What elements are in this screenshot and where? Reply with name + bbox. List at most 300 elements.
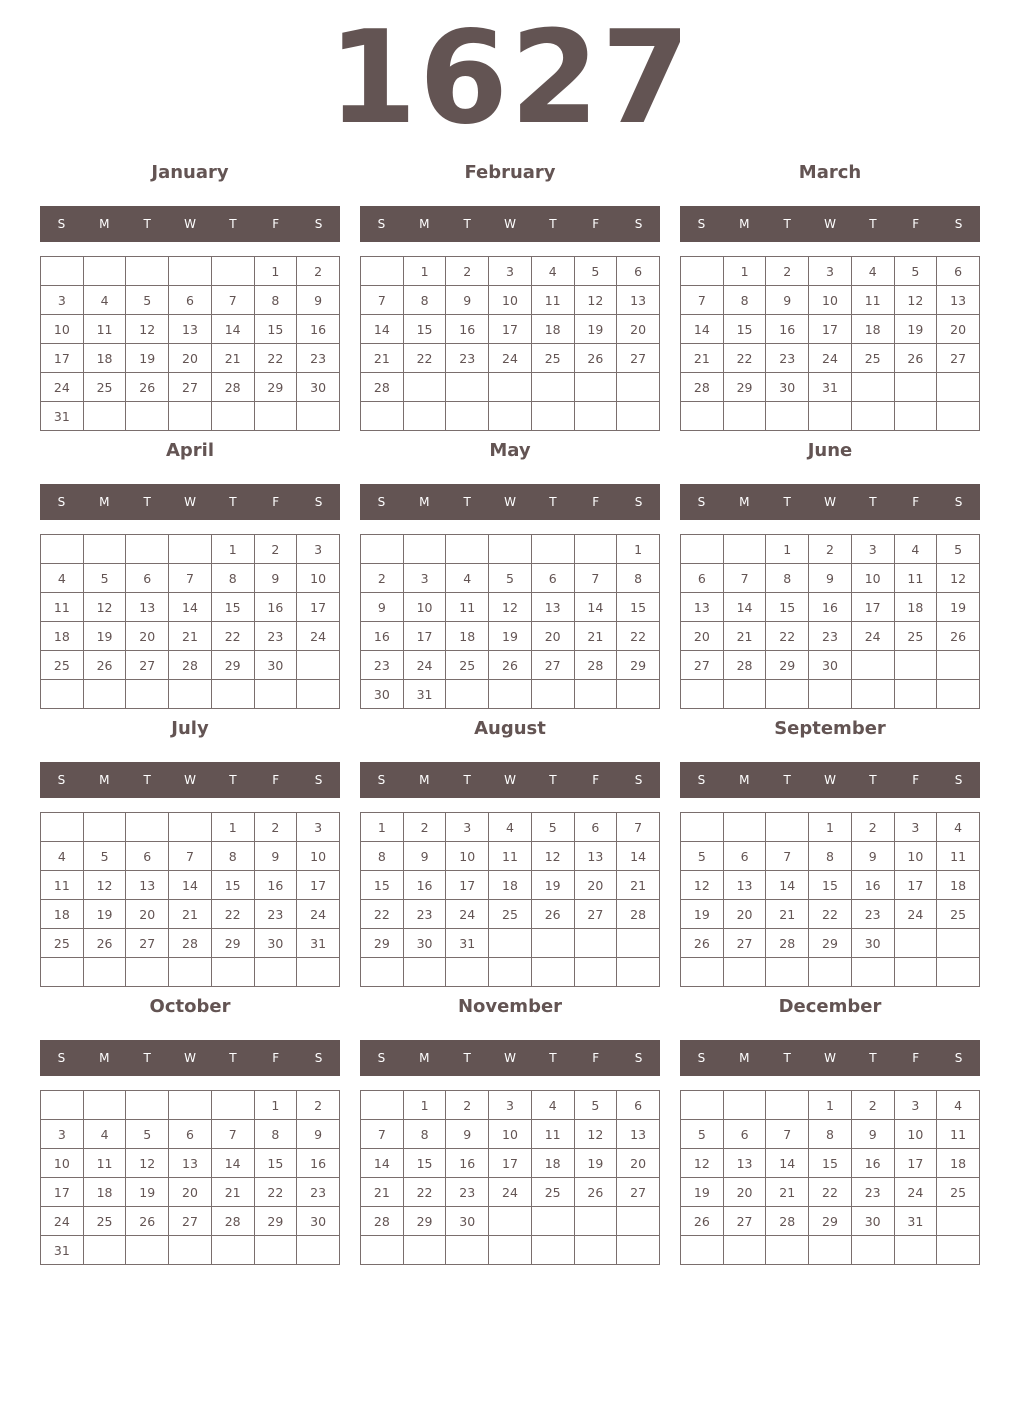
week-row xyxy=(681,373,980,402)
day-cell: 5 xyxy=(681,842,724,871)
week-row xyxy=(41,564,340,593)
day-cell: 5 xyxy=(83,842,126,871)
weekday-label: T xyxy=(783,1051,791,1065)
day-cell xyxy=(361,958,404,987)
day-cell xyxy=(574,1236,617,1265)
week-row xyxy=(361,651,660,680)
day-cell: 9 xyxy=(851,842,894,871)
day-cell xyxy=(617,373,660,402)
day-cell: 27 xyxy=(617,1178,660,1207)
day-cell xyxy=(894,958,937,987)
day-cell: 31 xyxy=(41,1236,84,1265)
day-cell: 17 xyxy=(297,593,340,622)
day-cell: 15 xyxy=(766,593,809,622)
weekday-header xyxy=(680,206,980,242)
day-cell xyxy=(211,1091,254,1120)
weekday-label: T xyxy=(463,1051,471,1065)
day-cell: 6 xyxy=(723,1120,766,1149)
weekday-label: F xyxy=(272,773,280,787)
day-cell: 14 xyxy=(681,315,724,344)
day-cell: 25 xyxy=(531,1178,574,1207)
day-grid xyxy=(40,812,340,987)
day-cell: 26 xyxy=(574,344,617,373)
day-cell xyxy=(83,1236,126,1265)
day-cell xyxy=(531,680,574,709)
weekday-label: T xyxy=(869,1051,877,1065)
week-row xyxy=(681,1207,980,1236)
day-cell: 19 xyxy=(574,1149,617,1178)
day-cell: 1 xyxy=(617,535,660,564)
day-cell: 20 xyxy=(617,1149,660,1178)
day-cell: 1 xyxy=(361,813,404,842)
day-cell: 1 xyxy=(403,257,446,286)
weekday-label: F xyxy=(272,1051,280,1065)
day-cell: 14 xyxy=(211,1149,254,1178)
day-cell: 30 xyxy=(851,1207,894,1236)
day-cell: 22 xyxy=(617,622,660,651)
day-cell xyxy=(851,373,894,402)
day-cell xyxy=(766,958,809,987)
day-cell xyxy=(41,535,84,564)
day-cell: 31 xyxy=(446,929,489,958)
week-row xyxy=(41,871,340,900)
day-cell: 3 xyxy=(446,813,489,842)
day-cell xyxy=(254,1236,297,1265)
day-cell: 25 xyxy=(894,622,937,651)
weekday-label: F xyxy=(912,217,920,231)
day-cell xyxy=(574,680,617,709)
day-cell: 23 xyxy=(403,900,446,929)
day-cell: 27 xyxy=(169,373,212,402)
day-cell: 24 xyxy=(41,1207,84,1236)
week-row xyxy=(41,315,340,344)
weekday-label: W xyxy=(824,495,836,509)
day-cell xyxy=(446,680,489,709)
day-cell: 14 xyxy=(211,315,254,344)
day-cell: 20 xyxy=(169,1178,212,1207)
day-cell: 2 xyxy=(254,813,297,842)
day-cell: 10 xyxy=(894,842,937,871)
day-cell: 2 xyxy=(766,257,809,286)
day-cell: 6 xyxy=(937,257,980,286)
day-cell xyxy=(894,1236,937,1265)
month-name: July xyxy=(171,718,209,739)
day-cell: 27 xyxy=(723,929,766,958)
day-cell: 24 xyxy=(403,651,446,680)
day-cell: 20 xyxy=(937,315,980,344)
weekday-label: W xyxy=(504,495,516,509)
day-cell xyxy=(126,257,169,286)
day-cell: 24 xyxy=(809,344,852,373)
day-cell: 2 xyxy=(361,564,404,593)
weekday-label: S xyxy=(954,495,963,509)
day-cell: 15 xyxy=(211,593,254,622)
day-cell xyxy=(126,958,169,987)
day-cell xyxy=(169,402,212,431)
week-row xyxy=(681,344,980,373)
weekday-label: M xyxy=(419,773,430,787)
day-cell: 7 xyxy=(361,1120,404,1149)
weekday-label: T xyxy=(143,217,151,231)
day-cell: 13 xyxy=(723,1149,766,1178)
day-cell: 16 xyxy=(254,871,297,900)
day-cell: 13 xyxy=(126,593,169,622)
day-cell xyxy=(531,958,574,987)
day-cell xyxy=(809,958,852,987)
month-name: November xyxy=(457,996,563,1017)
weekday-label: M xyxy=(739,495,750,509)
weekday-label: T xyxy=(549,1051,557,1065)
day-cell: 17 xyxy=(41,1178,84,1207)
day-cell: 12 xyxy=(574,1120,617,1149)
week-row xyxy=(41,344,340,373)
day-cell: 30 xyxy=(297,1207,340,1236)
day-cell xyxy=(83,958,126,987)
day-cell: 26 xyxy=(489,651,532,680)
weekday-header xyxy=(360,484,660,520)
weekday-label: T xyxy=(869,495,877,509)
weekday-label: S xyxy=(57,773,66,787)
day-cell xyxy=(83,402,126,431)
week-row xyxy=(41,900,340,929)
day-cell: 31 xyxy=(297,929,340,958)
week-row xyxy=(681,958,980,987)
weekday-label: S xyxy=(377,217,386,231)
day-cell: 1 xyxy=(254,1091,297,1120)
day-cell: 25 xyxy=(489,900,532,929)
weekday-header xyxy=(360,762,660,798)
day-cell xyxy=(254,402,297,431)
day-cell: 15 xyxy=(403,1149,446,1178)
weekday-label: T xyxy=(783,495,791,509)
day-cell: 29 xyxy=(254,1207,297,1236)
day-grid xyxy=(360,256,660,431)
day-cell xyxy=(531,535,574,564)
day-cell: 29 xyxy=(809,1207,852,1236)
day-cell: 10 xyxy=(809,286,852,315)
day-cell: 22 xyxy=(809,1178,852,1207)
day-cell: 12 xyxy=(531,842,574,871)
day-cell: 12 xyxy=(83,593,126,622)
day-cell: 21 xyxy=(766,1178,809,1207)
day-cell: 19 xyxy=(681,900,724,929)
weekday-label: M xyxy=(419,217,430,231)
day-cell: 7 xyxy=(211,286,254,315)
day-cell xyxy=(681,535,724,564)
day-cell: 19 xyxy=(531,871,574,900)
day-cell: 26 xyxy=(83,651,126,680)
day-cell: 23 xyxy=(446,344,489,373)
day-cell: 30 xyxy=(851,929,894,958)
day-cell: 7 xyxy=(766,842,809,871)
day-cell xyxy=(681,1236,724,1265)
month-name: May xyxy=(489,440,531,461)
day-cell: 3 xyxy=(489,257,532,286)
day-cell: 8 xyxy=(254,1120,297,1149)
month-name: April xyxy=(165,440,215,461)
weekday-label: T xyxy=(229,217,237,231)
day-cell: 7 xyxy=(723,564,766,593)
day-cell xyxy=(531,373,574,402)
day-cell: 11 xyxy=(83,315,126,344)
day-cell: 27 xyxy=(169,1207,212,1236)
day-cell: 22 xyxy=(766,622,809,651)
day-cell: 14 xyxy=(361,315,404,344)
day-cell xyxy=(361,1236,404,1265)
weekday-label: F xyxy=(592,217,600,231)
weekday-label: S xyxy=(634,773,643,787)
day-cell: 10 xyxy=(403,593,446,622)
day-cell: 19 xyxy=(894,315,937,344)
week-row xyxy=(361,286,660,315)
day-cell: 4 xyxy=(894,535,937,564)
day-cell xyxy=(297,651,340,680)
day-cell: 20 xyxy=(681,622,724,651)
day-cell: 17 xyxy=(489,315,532,344)
weekday-label: T xyxy=(463,773,471,787)
weekday-header xyxy=(40,1040,340,1076)
day-cell: 4 xyxy=(531,257,574,286)
weekday-label: W xyxy=(824,1051,836,1065)
day-cell: 10 xyxy=(894,1120,937,1149)
day-cell: 23 xyxy=(446,1178,489,1207)
day-cell: 21 xyxy=(169,900,212,929)
day-cell: 22 xyxy=(254,1178,297,1207)
day-cell: 28 xyxy=(766,929,809,958)
day-cell: 25 xyxy=(83,373,126,402)
day-cell xyxy=(531,1236,574,1265)
day-cell: 5 xyxy=(574,1091,617,1120)
week-row xyxy=(41,257,340,286)
weekday-label: W xyxy=(824,773,836,787)
weekday-label: S xyxy=(697,1051,706,1065)
day-cell: 25 xyxy=(937,1178,980,1207)
week-row xyxy=(361,315,660,344)
day-cell: 9 xyxy=(403,842,446,871)
weekday-label: M xyxy=(739,217,750,231)
day-cell: 8 xyxy=(254,286,297,315)
day-cell xyxy=(531,402,574,431)
day-cell: 1 xyxy=(766,535,809,564)
day-cell: 2 xyxy=(851,813,894,842)
day-cell: 16 xyxy=(254,593,297,622)
day-cell: 12 xyxy=(126,315,169,344)
day-cell: 15 xyxy=(254,315,297,344)
day-cell xyxy=(766,402,809,431)
week-row xyxy=(681,1178,980,1207)
week-row xyxy=(681,622,980,651)
day-cell: 12 xyxy=(83,871,126,900)
day-cell xyxy=(723,535,766,564)
day-cell: 12 xyxy=(937,564,980,593)
day-cell: 23 xyxy=(254,900,297,929)
day-cell: 1 xyxy=(254,257,297,286)
day-cell xyxy=(617,680,660,709)
day-cell xyxy=(446,402,489,431)
day-cell: 9 xyxy=(851,1120,894,1149)
day-cell: 27 xyxy=(617,344,660,373)
day-cell: 4 xyxy=(41,564,84,593)
day-cell: 9 xyxy=(361,593,404,622)
weekday-label: T xyxy=(869,217,877,231)
day-grid xyxy=(360,1090,660,1265)
week-row xyxy=(41,1120,340,1149)
day-cell: 14 xyxy=(766,1149,809,1178)
day-cell: 19 xyxy=(126,344,169,373)
weekday-header xyxy=(680,484,980,520)
day-cell: 17 xyxy=(403,622,446,651)
day-cell: 13 xyxy=(937,286,980,315)
day-cell: 28 xyxy=(361,1207,404,1236)
day-cell: 4 xyxy=(531,1091,574,1120)
day-cell: 14 xyxy=(617,842,660,871)
week-row xyxy=(361,564,660,593)
day-cell: 3 xyxy=(489,1091,532,1120)
day-cell: 3 xyxy=(297,535,340,564)
day-cell xyxy=(681,680,724,709)
week-row xyxy=(361,1178,660,1207)
day-cell: 21 xyxy=(617,871,660,900)
week-row xyxy=(361,402,660,431)
day-cell xyxy=(361,257,404,286)
day-cell xyxy=(617,1207,660,1236)
day-cell: 19 xyxy=(681,1178,724,1207)
day-cell xyxy=(403,535,446,564)
day-cell: 3 xyxy=(894,1091,937,1120)
day-cell xyxy=(361,535,404,564)
day-cell: 11 xyxy=(489,842,532,871)
week-row xyxy=(681,1120,980,1149)
day-cell xyxy=(809,1236,852,1265)
day-cell xyxy=(723,680,766,709)
day-cell: 6 xyxy=(126,842,169,871)
week-row xyxy=(41,929,340,958)
day-cell: 2 xyxy=(446,257,489,286)
day-grid xyxy=(680,812,980,987)
weekday-label: M xyxy=(99,1051,110,1065)
day-cell xyxy=(851,680,894,709)
day-cell: 17 xyxy=(894,871,937,900)
day-cell: 5 xyxy=(126,286,169,315)
day-cell: 9 xyxy=(766,286,809,315)
day-cell: 20 xyxy=(531,622,574,651)
day-cell: 2 xyxy=(297,257,340,286)
day-cell: 29 xyxy=(254,373,297,402)
week-row xyxy=(681,871,980,900)
day-cell: 18 xyxy=(83,1178,126,1207)
day-cell: 9 xyxy=(254,842,297,871)
weekday-label: T xyxy=(783,217,791,231)
day-cell: 18 xyxy=(41,900,84,929)
day-cell xyxy=(403,373,446,402)
day-cell: 28 xyxy=(681,373,724,402)
week-row xyxy=(41,535,340,564)
day-cell xyxy=(211,257,254,286)
day-cell: 10 xyxy=(851,564,894,593)
month-name: June xyxy=(807,440,853,461)
day-cell xyxy=(403,402,446,431)
day-cell xyxy=(489,1207,532,1236)
weekday-label: S xyxy=(377,1051,386,1065)
day-cell xyxy=(809,402,852,431)
day-cell: 26 xyxy=(531,900,574,929)
day-cell: 27 xyxy=(531,651,574,680)
day-cell: 9 xyxy=(446,286,489,315)
day-cell: 28 xyxy=(361,373,404,402)
day-cell: 18 xyxy=(446,622,489,651)
month-name: October xyxy=(149,996,231,1017)
day-cell xyxy=(723,402,766,431)
day-cell: 15 xyxy=(361,871,404,900)
day-cell xyxy=(211,958,254,987)
day-cell xyxy=(681,1091,724,1120)
weekday-label: M xyxy=(99,217,110,231)
week-row xyxy=(41,1236,340,1265)
weekday-label: T xyxy=(463,495,471,509)
day-cell: 15 xyxy=(211,871,254,900)
day-cell: 8 xyxy=(809,842,852,871)
day-cell: 30 xyxy=(403,929,446,958)
weekday-label: S xyxy=(57,495,66,509)
day-cell xyxy=(851,1236,894,1265)
day-grid xyxy=(40,256,340,431)
day-cell: 23 xyxy=(851,1178,894,1207)
day-cell: 30 xyxy=(361,680,404,709)
day-cell: 27 xyxy=(126,651,169,680)
day-cell: 30 xyxy=(766,373,809,402)
day-cell xyxy=(446,373,489,402)
day-cell: 20 xyxy=(126,622,169,651)
day-cell: 13 xyxy=(169,1149,212,1178)
day-cell: 14 xyxy=(169,871,212,900)
day-cell: 3 xyxy=(894,813,937,842)
day-cell: 23 xyxy=(361,651,404,680)
day-cell: 9 xyxy=(809,564,852,593)
day-cell: 24 xyxy=(41,373,84,402)
day-cell: 14 xyxy=(169,593,212,622)
day-cell: 20 xyxy=(617,315,660,344)
weekday-label: S xyxy=(314,495,323,509)
day-cell xyxy=(531,1207,574,1236)
week-row xyxy=(681,564,980,593)
weekday-label: M xyxy=(739,773,750,787)
day-cell: 3 xyxy=(851,535,894,564)
week-row xyxy=(361,1149,660,1178)
day-cell xyxy=(723,1236,766,1265)
day-grid xyxy=(680,256,980,431)
weekday-label: S xyxy=(314,1051,323,1065)
day-cell: 5 xyxy=(937,535,980,564)
day-cell xyxy=(489,402,532,431)
day-cell xyxy=(297,958,340,987)
day-cell xyxy=(809,680,852,709)
weekday-label: S xyxy=(697,495,706,509)
weekday-header xyxy=(40,762,340,798)
weekday-header xyxy=(680,762,980,798)
day-cell: 27 xyxy=(937,344,980,373)
day-cell xyxy=(851,402,894,431)
day-cell: 30 xyxy=(254,929,297,958)
day-cell: 18 xyxy=(489,871,532,900)
week-row xyxy=(361,929,660,958)
day-cell: 2 xyxy=(297,1091,340,1120)
day-cell: 21 xyxy=(361,1178,404,1207)
day-cell: 23 xyxy=(809,622,852,651)
weekday-label: S xyxy=(377,773,386,787)
day-cell: 22 xyxy=(361,900,404,929)
week-row xyxy=(681,1149,980,1178)
day-cell xyxy=(169,958,212,987)
